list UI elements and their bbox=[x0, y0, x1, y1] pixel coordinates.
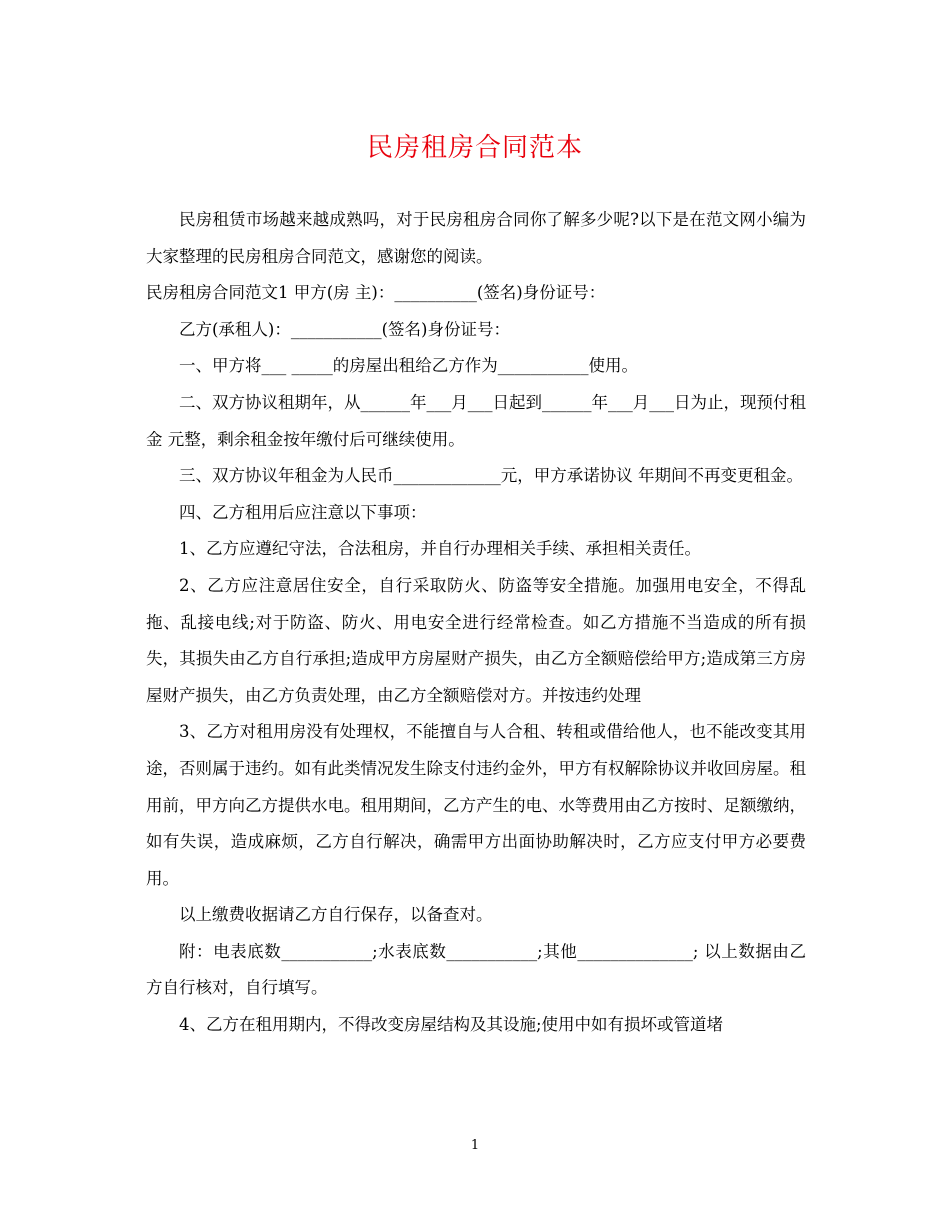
meter-readings: 附：电表底数___________;水表底数___________;其他______________; 以上数据由乙方自行核对，自行填写。 bbox=[146, 941, 806, 998]
item-4: 4、乙方在租用期内，不得改变房屋结构及其设施;使用中如有损坏或管道堵 bbox=[179, 1015, 724, 1035]
party-b-line: 乙方(承租人)：___________(签名)身份证号： bbox=[179, 319, 510, 339]
party-a-line: 民房租房合同范文1 甲方(房 主)：__________(签名)身份证号： bbox=[146, 283, 606, 303]
receipt-note: 以上缴费收据请乙方自行保存，以备查对。 bbox=[179, 905, 493, 925]
item-2: 2、乙方应注意居住安全，自行采取防火、防盗等安全措施。加强用电安全，不得乱拖、乱接电线;对于防盗、防火、用电安全进行经常检查。如乙方措施不当造成的所有损失，其损失由乙方自行承担;造成甲方房屋财产损失，由乙方全额赔偿给甲方;造成第三方房屋财产损失，由乙方负责处理，由乙方全额赔偿对方。并按违约处理 bbox=[146, 575, 806, 705]
document-title: 民房租房合同范本 bbox=[366, 133, 583, 163]
clause-4: 四、乙方租用后应注意以下事项： bbox=[179, 502, 427, 522]
clause-1: 一、甲方将___ _____的房屋出租给乙方作为___________使用。 bbox=[179, 356, 638, 376]
document-body bbox=[146, 202, 806, 1044]
clause-3: 三、双方协议年租金为人民币_____________元，甲方承诺协议 年期间不再变更租金。 bbox=[179, 466, 803, 486]
page-number: 1 bbox=[470, 1138, 480, 1153]
item-1: 1、乙方应遵纪守法，合法租房，并自行办理相关手续、承担相关责任。 bbox=[179, 539, 701, 559]
intro-paragraph: 民房租赁市场越来越成熟吗，对于民房租房合同你了解多少呢?以下是在范文网小编为大家整理的民房租房合同范文，感谢您的阅读。 bbox=[146, 210, 806, 266]
clause-2: 二、双方协议租期年，从______年___月___日起到______年___月___日为止，现预付租金 元整，剩余租金按年缴付后可继续使用。 bbox=[146, 392, 806, 449]
item-3: 3、乙方对租用房没有处理权，不能擅自与人合租、转租或借给他人，也不能改变其用途，否则属于违约。如有此类情况发生除支付违约金外，甲方有权解除协议并收回房屋。租用前，甲方向乙方提供水电。租用期间，乙方产生的电、水等费用由乙方按时、足额缴纳，如有失误，造成麻烦，乙方自行解决，确需甲方出面协助解决时，乙方应支付甲方必要费用。 bbox=[146, 722, 806, 888]
